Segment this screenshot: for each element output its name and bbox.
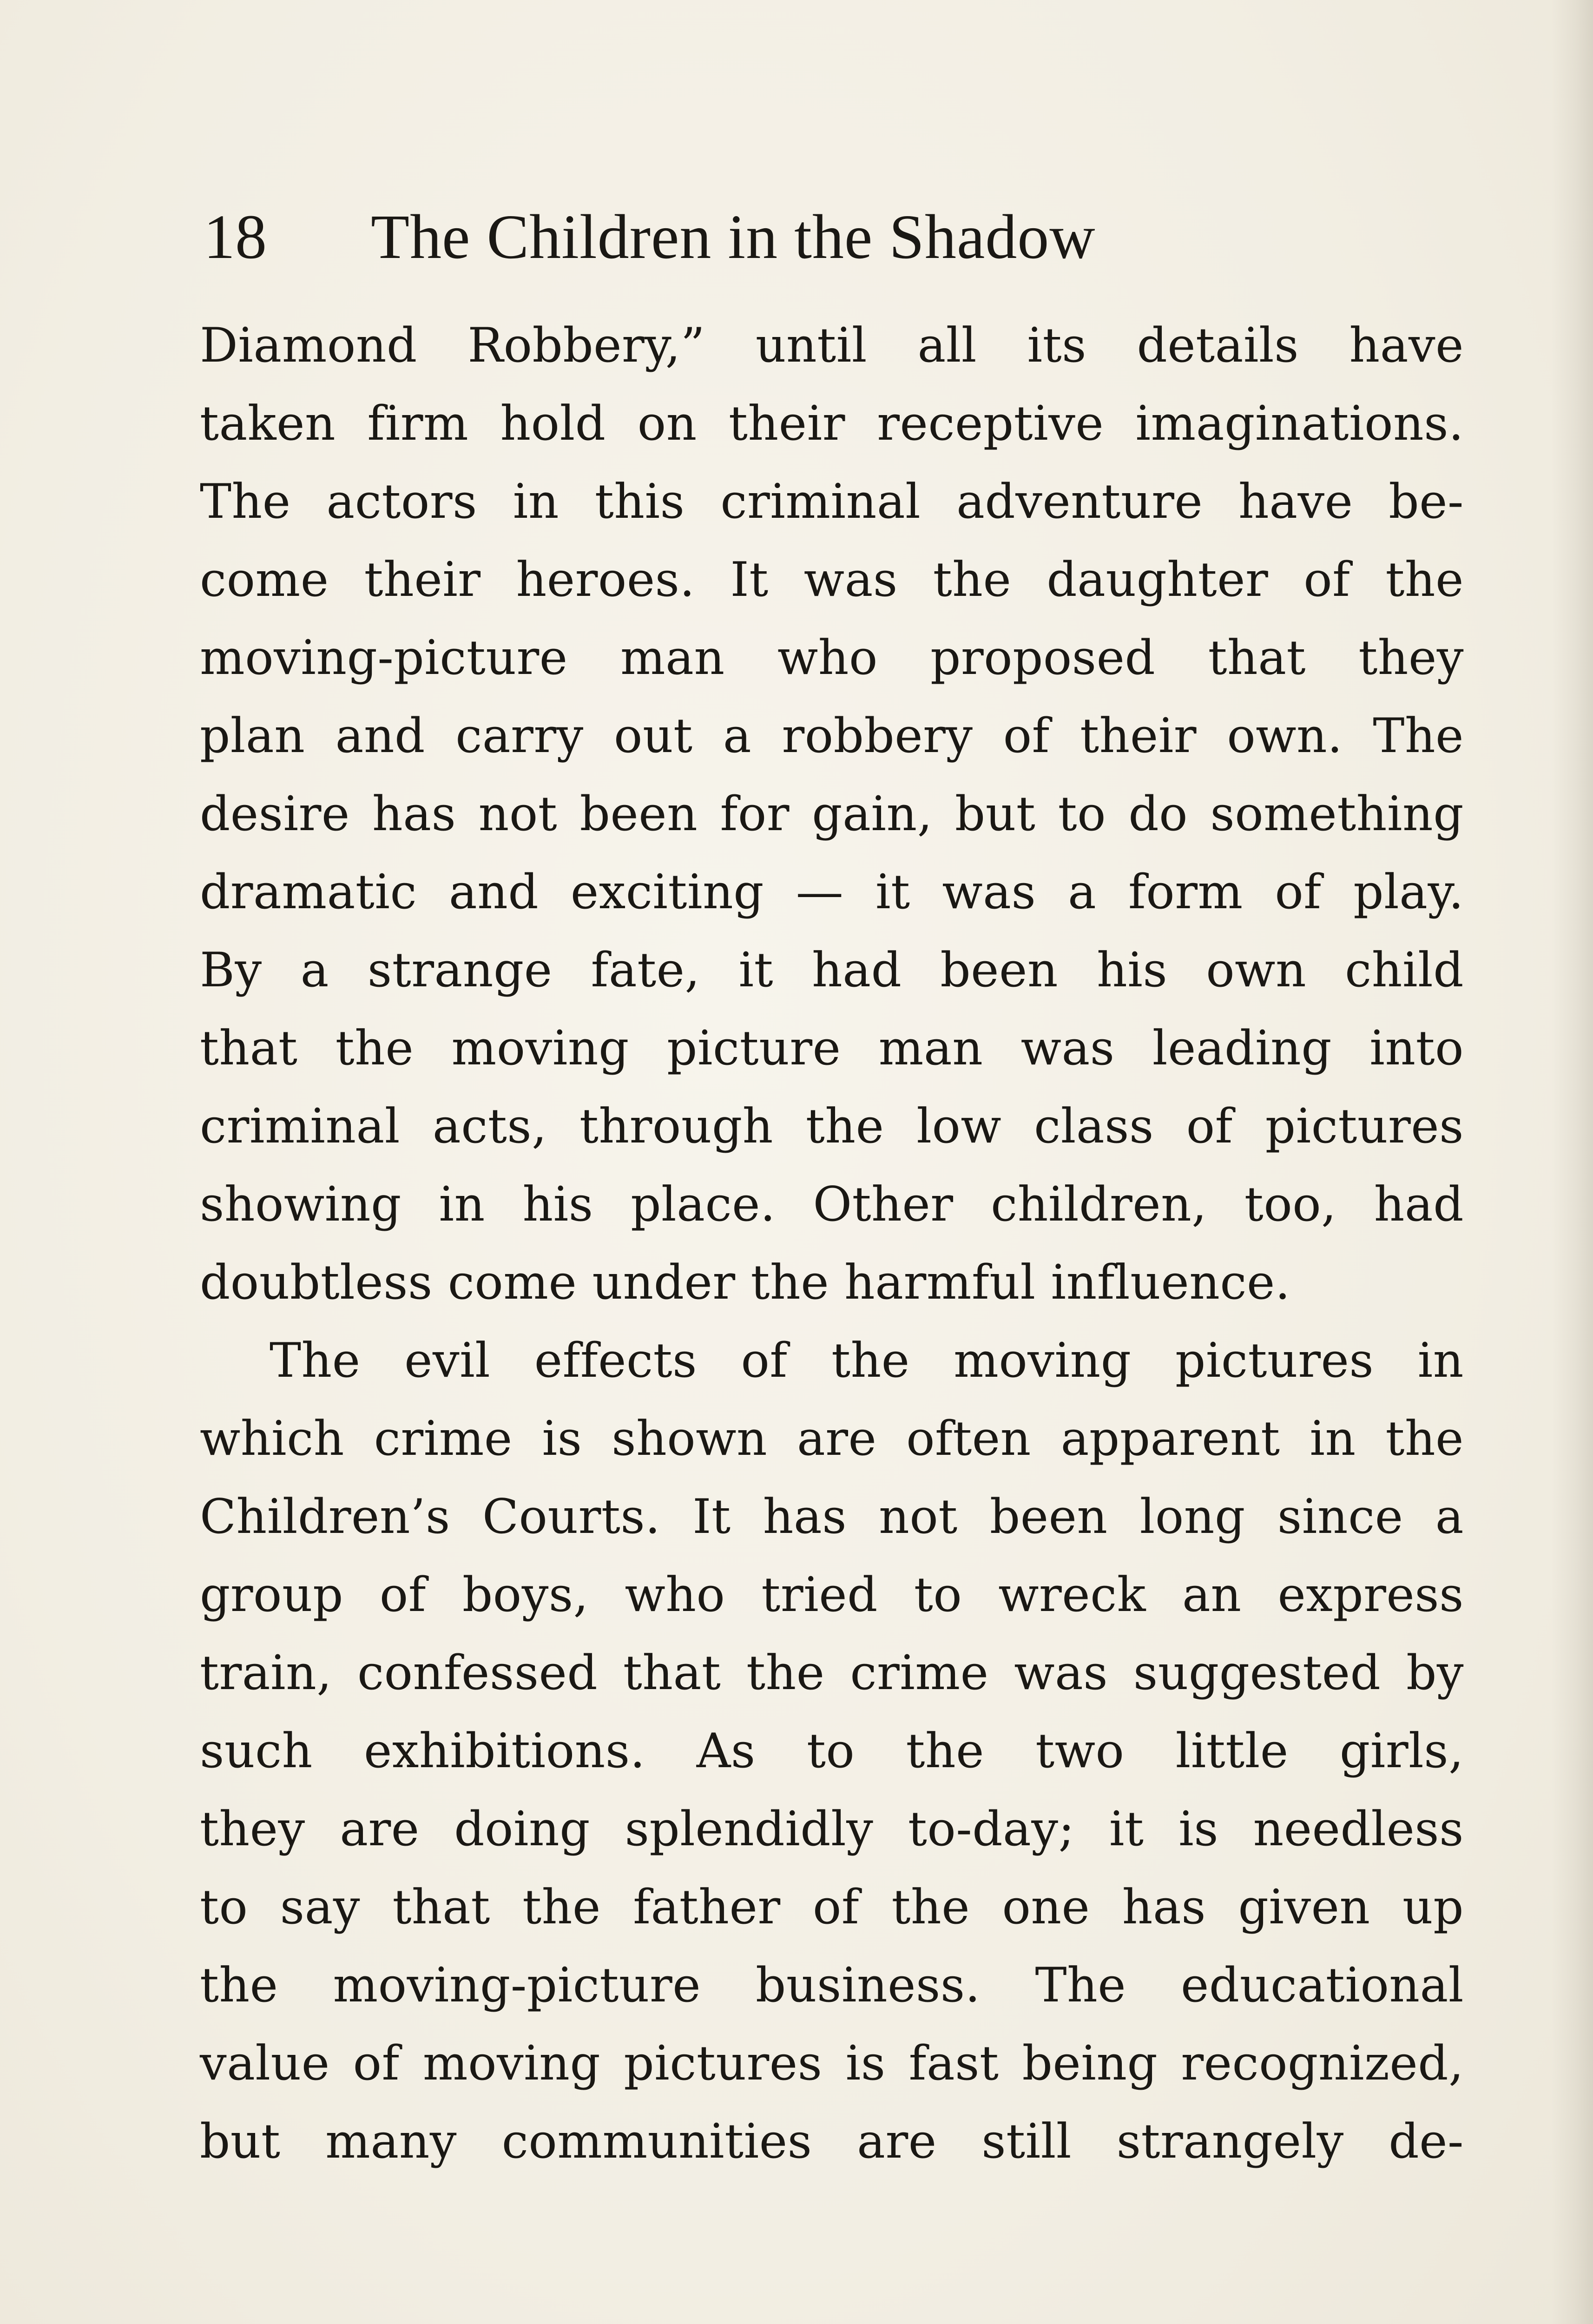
text-line: but many communities are still strangely de- (200, 2114, 1464, 2169)
running-head: The Children in the Shadow (371, 202, 1096, 272)
text-line: taken firm hold on their receptive imaginations. (200, 396, 1464, 451)
text-line: group of boys, who tried to wreck an express (200, 1567, 1464, 1623)
text-line: desire has not been for gain, but to do something (200, 786, 1464, 842)
text-line: criminal acts, through the low class of pictures (200, 1099, 1464, 1154)
page-number: 18 (204, 202, 267, 272)
text-line: come their heroes. It was the daughter of the (200, 552, 1464, 607)
text-line: doubtless come under the harmful influence. (200, 1255, 1290, 1310)
body-text (200, 307, 1464, 2212)
text-line: the moving-picture business. The educational (200, 1958, 1464, 2013)
text-line: which crime is shown are often apparent in the (200, 1411, 1464, 1466)
text-line: moving-picture man who proposed that they (200, 630, 1464, 686)
text-line: such exhibitions. As to the two little girls, (200, 1723, 1464, 1779)
text-line: The actors in this criminal adventure have be- (200, 474, 1464, 529)
text-line: they are doing splendidly to-day; it is needless (200, 1802, 1464, 1857)
text-line: plan and carry out a robbery of their own. The (200, 708, 1464, 764)
text-line: to say that the father of the one has given up (200, 1880, 1464, 1935)
text-line: Diamond Robbery,” until all its details have (200, 318, 1464, 373)
text-line: dramatic and exciting — it was a form of play. (200, 865, 1464, 920)
text-line: that the moving picture man was leading into (200, 1021, 1464, 1076)
page-header (204, 200, 1272, 274)
text-line: value of moving pictures is fast being recognized, (200, 2036, 1464, 2091)
text-line: train, confessed that the crime was suggested by (200, 1645, 1464, 1701)
text-line: showing in his place. Other children, too, had (200, 1177, 1464, 1232)
text-line: The evil effects of the moving pictures in (270, 1333, 1464, 1388)
text-line: Children’s Courts. It has not been long since a (200, 1489, 1464, 1545)
text-line: By a strange fate, it had been his own child (200, 943, 1464, 998)
page-edge-shadow (1551, 0, 1593, 2324)
